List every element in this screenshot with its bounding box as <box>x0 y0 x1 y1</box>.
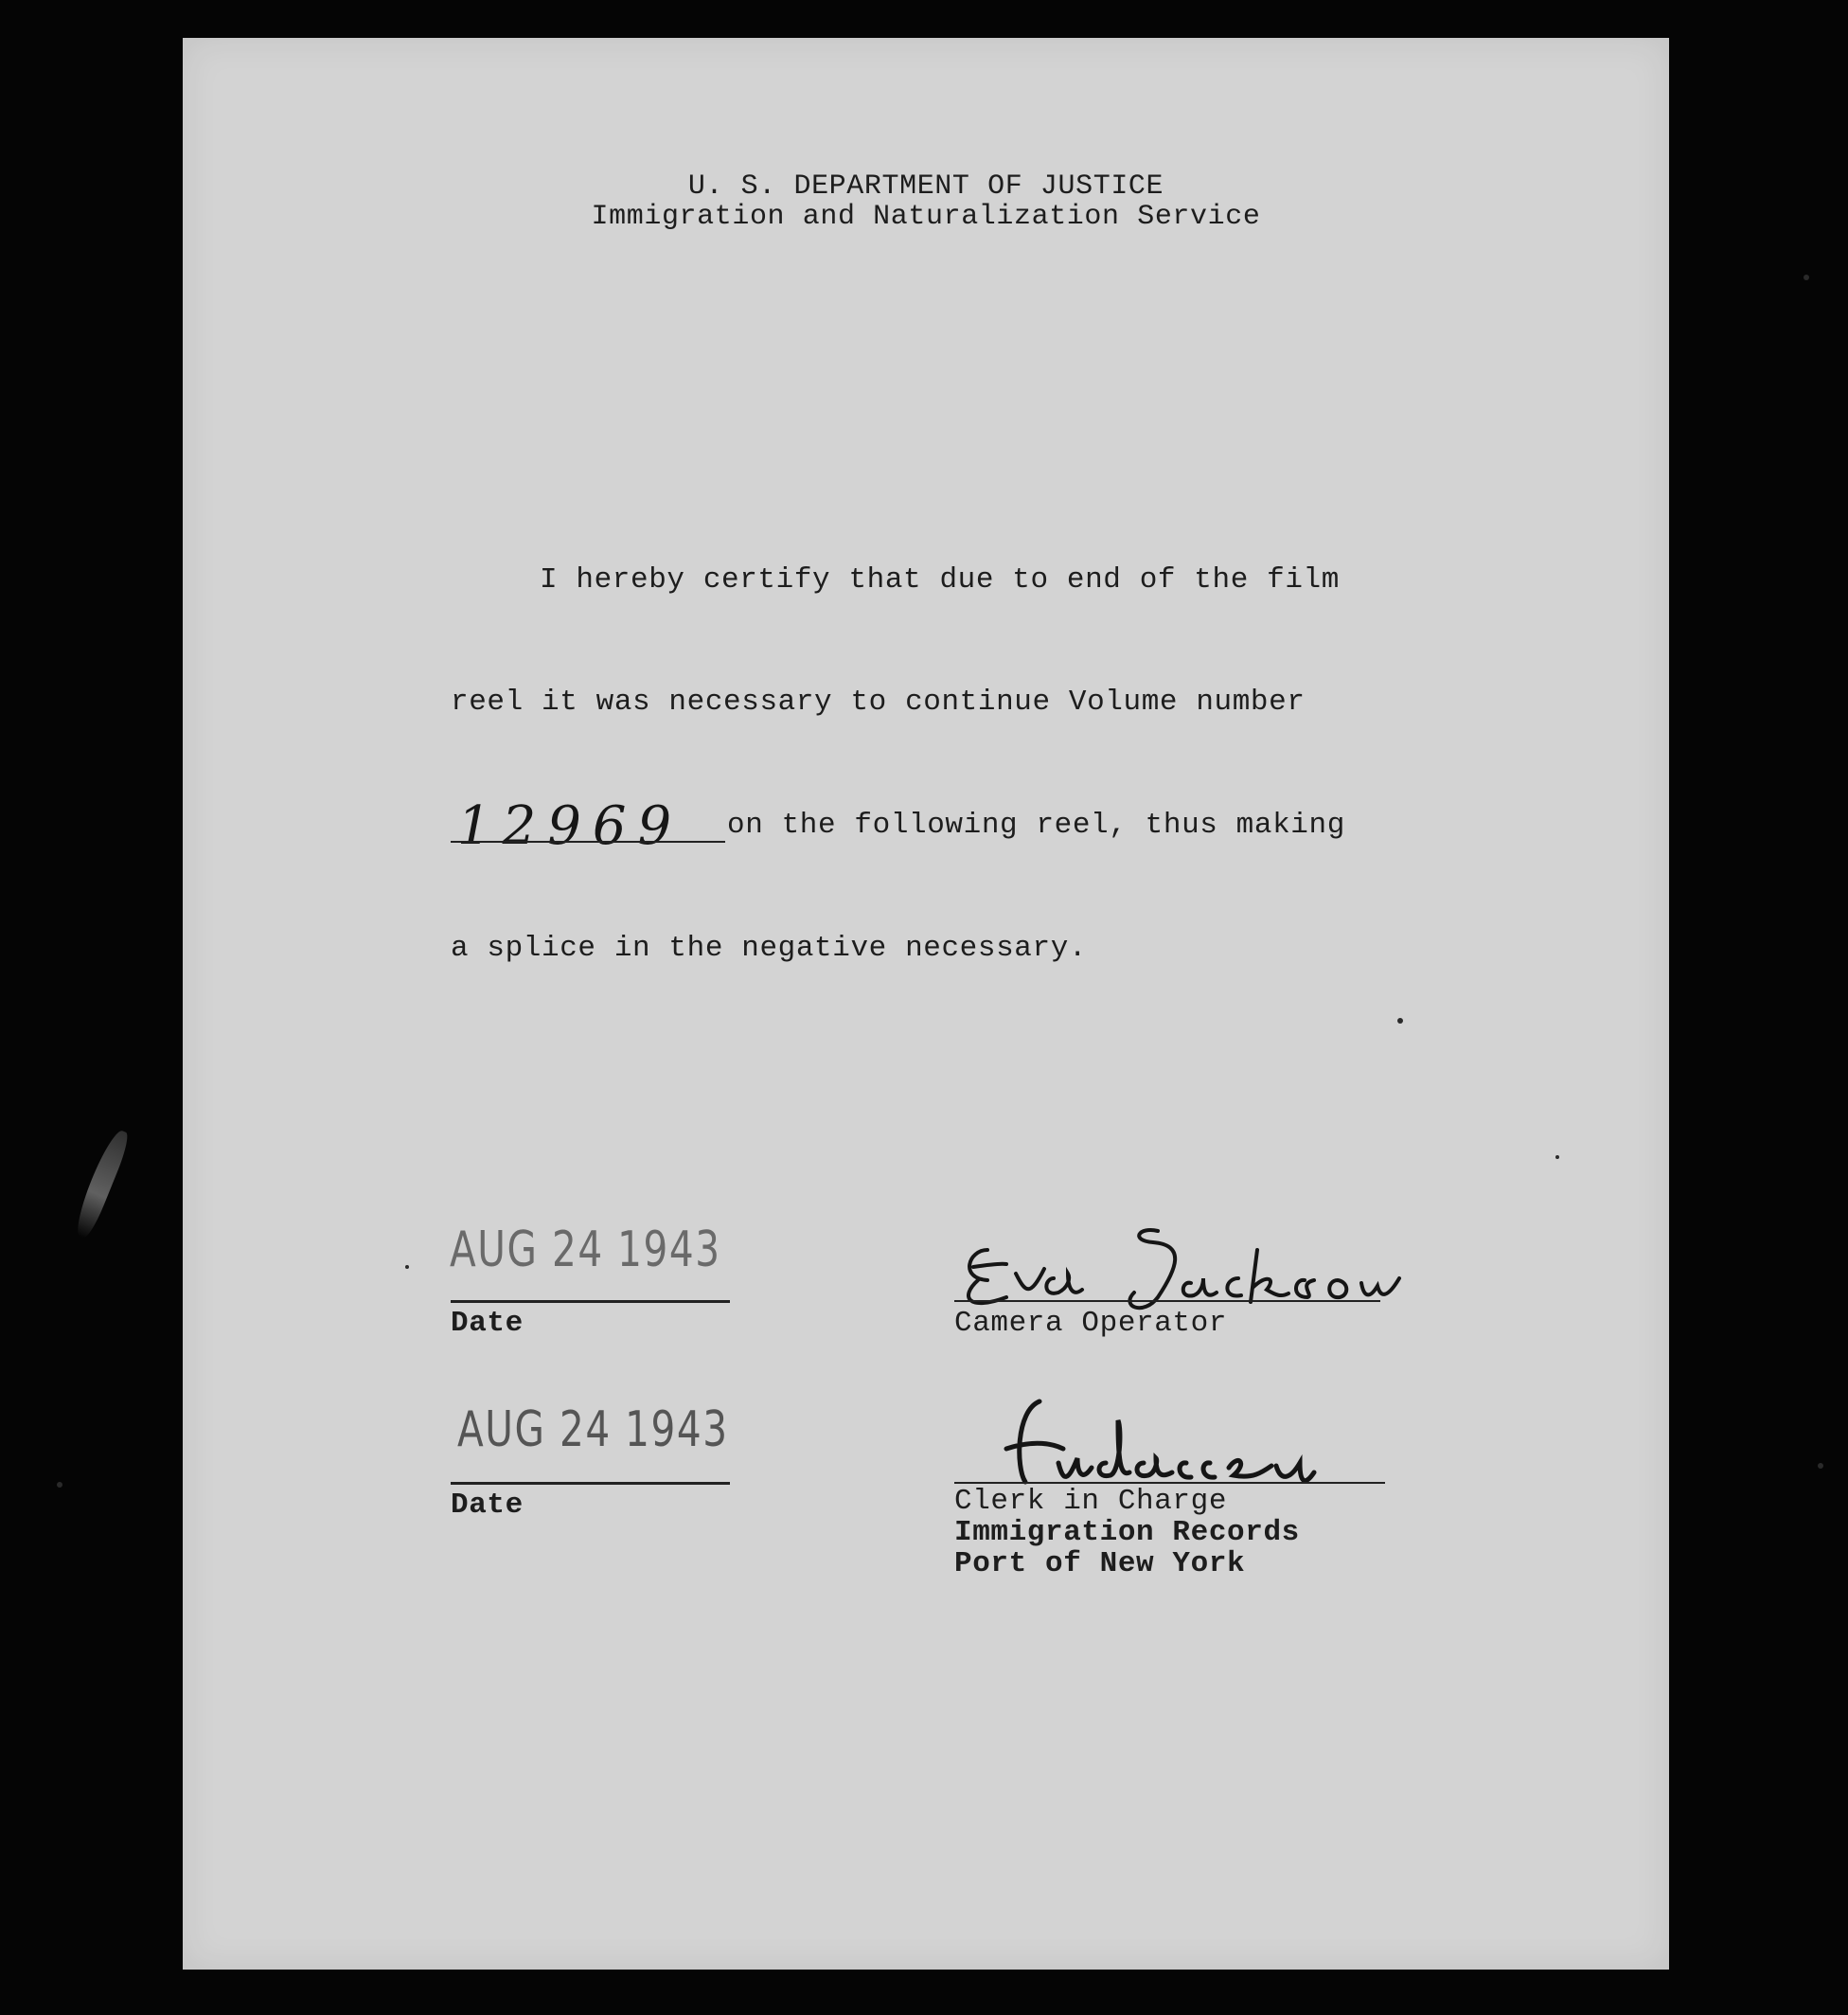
paper-speck <box>405 1265 409 1269</box>
body-line-3: on the following reel, thus making <box>727 809 1345 842</box>
clerk-title-line-1: Clerk in Charge <box>954 1485 1228 1518</box>
paper-speck <box>1397 1018 1403 1024</box>
paper-speck <box>1555 1155 1559 1159</box>
volume-number-underline <box>451 841 725 843</box>
document-page <box>183 38 1669 1970</box>
signature-line-2 <box>954 1482 1385 1484</box>
clerk-title-line-3: Port of New York <box>954 1547 1246 1580</box>
body-line-4: a splice in the negative necessary. <box>451 932 1088 965</box>
date-line-2 <box>451 1482 730 1485</box>
header-department: U. S. DEPARTMENT OF JUSTICE <box>687 170 1164 203</box>
date-stamp-2: AUG 24 1943 <box>457 1401 729 1458</box>
clerk-title-line-2: Immigration Records <box>954 1516 1300 1549</box>
camera-operator-label: Camera Operator <box>954 1307 1228 1340</box>
film-speck <box>57 1482 62 1488</box>
film-edge-smudge <box>70 1127 132 1240</box>
body-line-2: reel it was necessary to continue Volume number <box>451 686 1306 719</box>
signature-clerk-in-charge <box>987 1392 1385 1496</box>
date-label-1: Date <box>451 1307 524 1340</box>
signature-line-1 <box>954 1300 1380 1302</box>
film-speck <box>1818 1463 1823 1469</box>
date-label-2: Date <box>451 1489 524 1522</box>
body-line-1: I hereby certify that due to end of the film <box>540 563 1340 597</box>
date-stamp-1: AUG 24 1943 <box>450 1221 721 1278</box>
date-line-1 <box>451 1300 730 1303</box>
volume-number-handwritten: 12969 <box>457 795 684 857</box>
film-speck <box>1804 275 1809 280</box>
header-service: Immigration and Naturalization Service <box>591 201 1261 233</box>
